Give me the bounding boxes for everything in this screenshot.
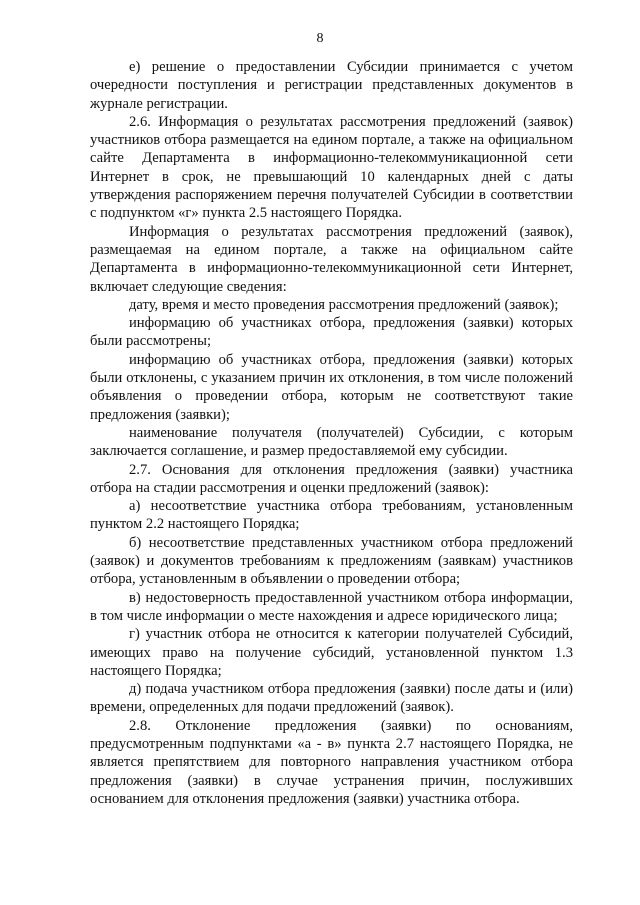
page-number: 8 bbox=[316, 31, 324, 46]
paragraph-2-6: 2.6. Информация о результатах рассмотрения предложений (заявок) участников отбора размещается на едином портале, а также на официальном сайте Департамента в информационно-телекоммуникационной сети Интернет в срок, не превышающий 10 календарных дней с даты утверждения распоряжением перечня получателей Субсидии в соответствии с подпунктом «г» пункта 2.5 настоящего Порядка. bbox=[90, 113, 573, 222]
list-item-b: б) несоответствие представленных участником отбора предложений (заявок) и документов требованиям к предложениям (заявкам) участников отбора, установленным в объявлении о проведении отбора; bbox=[90, 534, 573, 588]
list-item-a: а) несоответствие участника отбора требованиям, установленным пунктом 2.2 настоящего Порядка; bbox=[90, 498, 573, 533]
list-item-d: д) подача участником отбора предложения (заявки) после даты и (или) времени, определенных для подачи предложений (заявок). bbox=[90, 681, 573, 716]
list-item-recipient: наименование получателя (получателей) Субсидии, с которым заключается соглашение, и размер предоставляемой ему субсидии. bbox=[90, 424, 573, 460]
document-body bbox=[90, 58, 573, 808]
paragraph-info-contents: Информация о результатах рассмотрения предложений (заявок), размещаемая на едином портале, а также на официальном сайте Департамента в информационно-телекоммуникационной сети Интернет, включает следующие сведения: bbox=[90, 223, 573, 295]
list-item-rejected: информацию об участниках отбора, предложения (заявки) которых были отклонены, с указанием причин их отклонения, в том числе положений объявления о проведении отбора, которым не соответствуют такие предложения (заявки); bbox=[90, 351, 573, 423]
paragraph-item-e: е) решение о предоставлении Субсидии принимается с учетом очередности поступления и регистрации представленных документов в журнале регистрации. bbox=[90, 59, 573, 112]
list-item-reviewed: информацию об участниках отбора, предложения (заявки) которых были рассмотрены; bbox=[90, 315, 573, 350]
list-item-date: дату, время и место проведения рассмотрения предложений (заявок); bbox=[129, 296, 559, 313]
paragraph-2-8: 2.8. Отклонение предложения (заявки) по основаниям, предусмотренным подпунктами «а - в» пункта 2.7 настоящего Порядка, не является препятствием для повторного направления участником отбора предложения (заявки) в случае устранения причин, послуживших основанием для отклонения предложения (заявки) участника отбора. bbox=[90, 717, 573, 807]
list-item-v: в) недостоверность предоставленной участником отбора информации, в том числе информации о месте нахождения и адресе юридического лица; bbox=[90, 589, 573, 624]
paragraph-2-7: 2.7. Основания для отклонения предложения (заявки) участника отбора на стадии рассмотрения и оценки предложений (заявок): bbox=[90, 461, 573, 496]
list-item-g: г) участник отбора не относится к категории получателей Субсидий, имеющих право на получение субсидий, установленной пунктом 1.3 настоящего Порядка; bbox=[90, 626, 573, 679]
